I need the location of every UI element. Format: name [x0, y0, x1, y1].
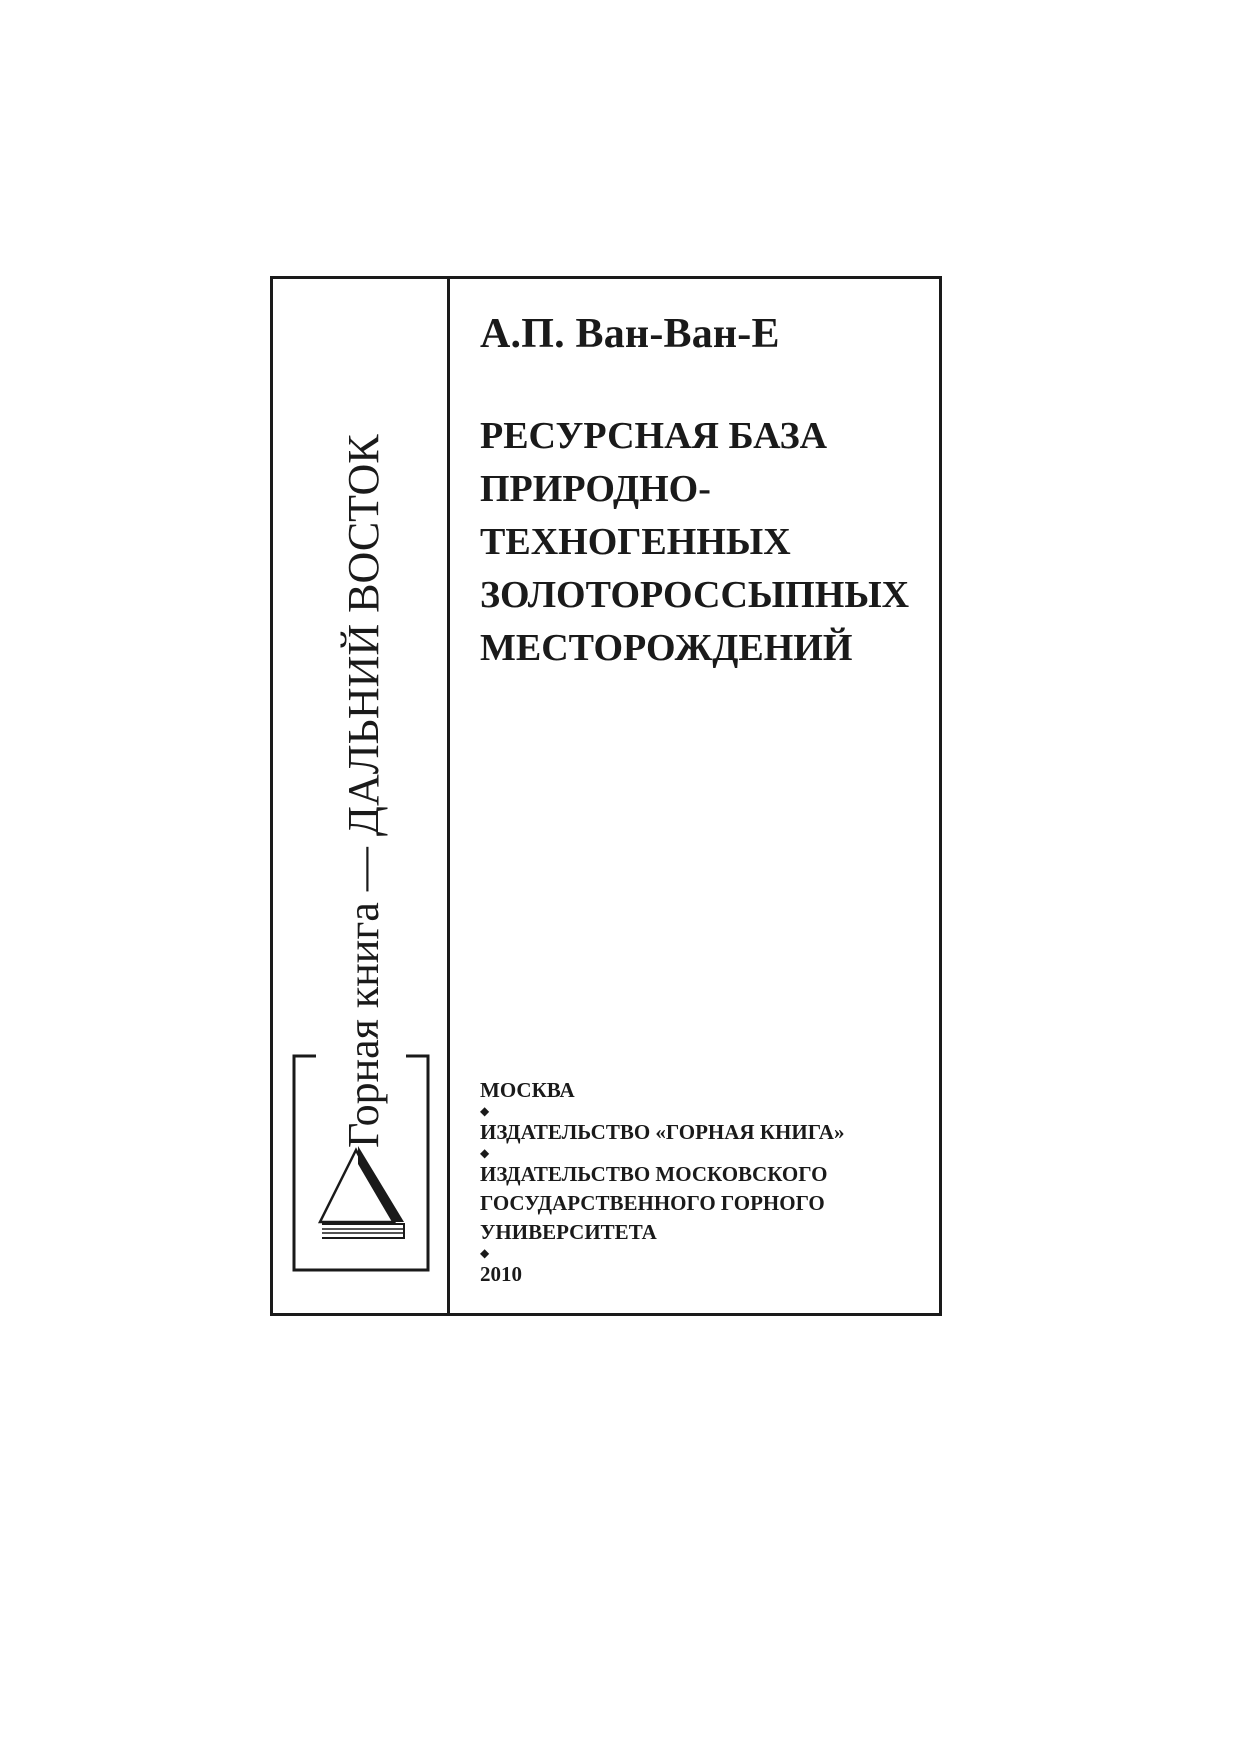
book-title [480, 410, 930, 675]
series-spine [336, 328, 388, 1148]
title-line: ПРИРОДНО- [480, 468, 711, 510]
imprint [480, 1076, 930, 1289]
imprint-publisher-1: ИЗДАТЕЛЬСТВО «ГОРНАЯ КНИГА» [480, 1120, 845, 1144]
imprint-city: МОСКВА [480, 1078, 575, 1102]
diamond-separator-icon: ◆ [480, 1104, 490, 1118]
title-line: ТЕХНОГЕННЫХ [480, 521, 791, 563]
imprint-year: 2010 [480, 1262, 522, 1286]
imprint-publisher-2-line: УНИВЕРСИТЕТА [480, 1220, 657, 1244]
author-name: А.П. Ван-Ван-Е [480, 311, 780, 357]
title-line: РЕСУРСНАЯ БАЗА [480, 415, 828, 457]
diamond-separator-icon: ◆ [480, 1246, 490, 1260]
diamond-separator-icon: ◆ [480, 1146, 490, 1160]
frame-divider [447, 276, 450, 1316]
title-line: МЕСТОРОЖДЕНИЙ [480, 627, 853, 669]
imprint-publisher-2-line: ИЗДАТЕЛЬСТВО МОСКОВСКОГО [480, 1162, 828, 1186]
title-line: ЗОЛОТОРОССЫПНЫХ [480, 574, 910, 616]
imprint-publisher-2-line: ГОСУДАРСТВЕННОГО ГОРНОГО [480, 1191, 825, 1215]
series-title: Горная книга — ДАЛЬНИЙ ВОСТОК [339, 434, 388, 1148]
mountain-book-icon [292, 1052, 430, 1276]
